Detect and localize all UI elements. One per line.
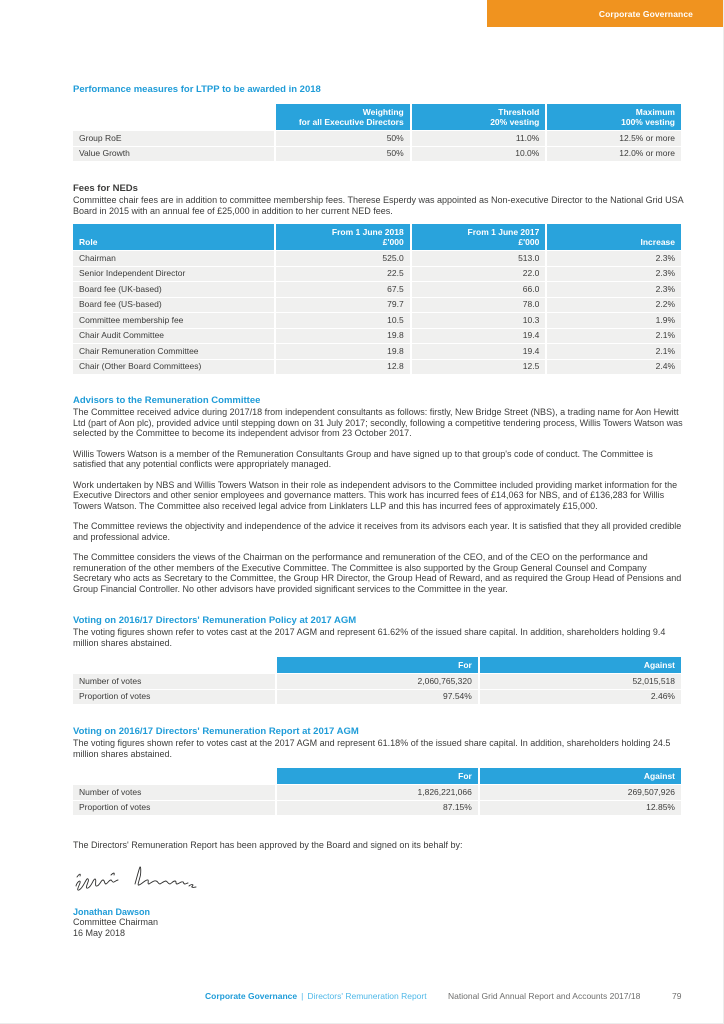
ltpp-header-weighting: Weighting for all Executive Directors	[276, 104, 410, 130]
page-footer	[0, 991, 724, 1005]
table-row: Chair Remuneration Committee 19.8 19.4 2.1%	[73, 344, 681, 359]
table-row: Board fee (UK-based) 67.5 66.0 2.3%	[73, 282, 681, 297]
table-row: Group RoE 50% 11.0% 12.5% or more	[73, 131, 681, 146]
ned-header-role: Role	[73, 224, 274, 250]
ned-fees-table	[71, 223, 683, 375]
fees-heading: Fees for NEDs	[73, 183, 138, 194]
signature	[73, 862, 685, 904]
voting-report-header-against: Against	[480, 768, 681, 784]
breadcrumb-section: Corporate Governance	[205, 991, 298, 1001]
section-tab-label: Corporate Governance	[598, 8, 693, 19]
advisors-paragraph: Work undertaken by NBS and Willis Towers Watson in their role as independent advisors to the Committee included providing market information for the Executive Directors and other senior employees and governance matters. This work has incurred fees of £14,063 for NBS, and of £136,283 for Willis Towers Watson. The Committee also received legal advice from Linklaters LLP and this has incurred fees of approximately £15,000.	[73, 479, 678, 511]
voting-report-table	[71, 767, 683, 816]
advisors-heading: Advisors to the Remuneration Committee	[73, 395, 261, 406]
breadcrumb-separator: |	[301, 991, 304, 1001]
ned-header-2018: From 1 June 2018 £'000	[276, 224, 410, 250]
table-row: Value Growth 50% 10.0% 12.0% or more	[73, 147, 681, 162]
ltpp-header-threshold: Threshold 20% vesting	[412, 104, 546, 130]
voting-policy-header-for: For	[277, 657, 478, 673]
signatory-title: Committee Chairman	[73, 917, 159, 927]
table-row: Chair (Other Board Committees) 12.8 12.5 2.4%	[73, 360, 681, 375]
voting-report-header-row	[73, 768, 681, 784]
table-row: Chair Audit Committee 19.8 19.4 2.1%	[73, 329, 681, 344]
ltpp-header-maximum: Maximum 100% vesting	[547, 104, 681, 130]
signatory-name: Jonathan Dawson	[73, 906, 151, 917]
approval-statement: The Directors' Remuneration Report has been approved by the Board and signed on its behalf by:	[73, 840, 463, 850]
voting-report-intro: The voting figures shown refer to votes cast at the 2017 AGM and represent 61.18% of the issued share capital. In addition, shareholders holding 24.5 million shares abstained.	[73, 738, 671, 759]
advisors-paragraph: The Committee reviews the objectivity and independence of the advice it receives from its advisors each year. It is satisfied that they all provided credible and professional advice.	[73, 521, 682, 542]
table-row: Chairman 525.0 513.0 2.3%	[73, 251, 681, 266]
page-number: 79	[672, 991, 682, 1001]
table-row: Committee membership fee 10.5 10.3 1.9%	[73, 313, 681, 328]
table-row: Number of votes 1,826,221,066 269,507,926	[73, 785, 681, 800]
ned-header-increase: Increase	[547, 224, 681, 250]
advisors-paragraph: The Committee received advice during 2017/18 from independent consultants as follows: firstly, New Bridge Street (NBS), a trading name for Aon Hewitt Ltd (part of Aon plc), provided advice until stepping down on 31 July 2017; secondly, following a competitive tendering process, Willis Towers Watson was selected by the Committee to become its independent advisor from 23 October 2017.	[73, 407, 683, 438]
table-row: Board fee (US-based) 79.7 78.0 2.2%	[73, 298, 681, 313]
table-row: Proportion of votes 87.15% 12.85%	[73, 801, 681, 816]
table-row: Proportion of votes 97.54% 2.46%	[73, 690, 681, 705]
ltpp-table-header-row	[73, 104, 681, 130]
signature-image	[73, 862, 201, 902]
ned-fees-header-row	[73, 224, 681, 250]
voting-policy-header-spacer	[73, 657, 275, 673]
voting-report-heading: Voting on 2016/17 Directors' Remuneration Report at 2017 AGM	[73, 726, 359, 737]
advisors-paragraph: Willis Towers Watson is a member of the Remuneration Consultants Group and have signed up to that group's code of conduct. The Committee is satisfied that any potential conflicts were appropriately managed.	[73, 448, 653, 469]
voting-policy-header-against: Against	[480, 657, 681, 673]
voting-policy-intro: The voting figures shown refer to votes cast at the 2017 AGM and represent 61.62% of the issued share capital. In addition, shareholders holding 9.4 million shares abstained.	[73, 627, 666, 648]
table-row: Number of votes 2,060,765,320 52,015,518	[73, 674, 681, 689]
voting-report-header-for: For	[277, 768, 478, 784]
ned-header-2017: From 1 June 2017 £'000	[412, 224, 546, 250]
page-content	[73, 0, 685, 938]
signoff-block	[73, 907, 685, 939]
ltpp-heading: Performance measures for LTPP to be awarded in 2018	[73, 84, 321, 95]
signoff-date: 16 May 2018	[73, 927, 126, 938]
fees-intro: Committee chair fees are in addition to committee membership fees. Therese Esperdy was appointed as Non-executive Director to the National Grid USA Board in 2015 with an annual fee of £25,000 in addition to her current NED fees.	[73, 195, 684, 216]
table-row: Senior Independent Director 22.5 22.0 2.3%	[73, 267, 681, 282]
voting-policy-table	[71, 656, 683, 705]
ltpp-table	[71, 103, 683, 162]
ltpp-header-spacer	[73, 104, 274, 130]
voting-policy-header-row	[73, 657, 681, 673]
voting-report-header-spacer	[73, 768, 275, 784]
voting-policy-heading: Voting on 2016/17 Directors' Remuneration Policy at 2017 AGM	[73, 615, 357, 626]
breadcrumb-subsection: Directors' Remuneration Report	[307, 991, 427, 1001]
publication-title: National Grid Annual Report and Accounts 2017/18	[448, 991, 641, 1001]
advisors-paragraph: The Committee considers the views of the Chairman on the performance and remuneration of the CEO, and of the CEO on the performance and remuneration of the other members of the Executive Committee. The Committee is also supported by the Group General Counsel and Company Secretary who acts as Secretary to the Committee, the Group HR Director, the Group Head of Reward, and as required the Group Head of Pensions and Group Financial Controller. No other advisors have provided significant services to the Committee in the year.	[73, 552, 682, 594]
breadcrumb	[205, 991, 427, 1001]
